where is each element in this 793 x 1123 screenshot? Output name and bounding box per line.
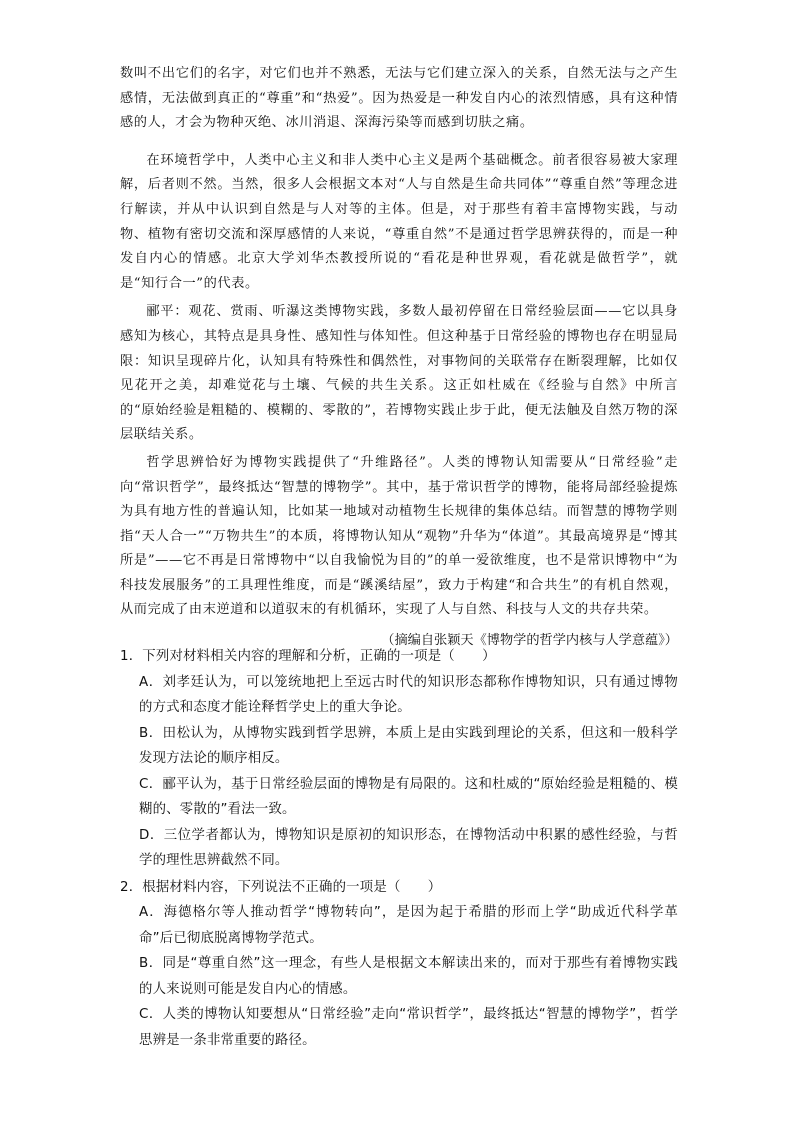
question-stem: 2．根据材料内容，下列说法不正确的一项是（ ） bbox=[120, 879, 442, 895]
option-a[interactable]: A．刘孝廷认为，可以笼统地把上至远古时代的知识形态都称作博物知识，只有通过博物的方式和态度才能诠释哲学史上的重大争论。 bbox=[139, 674, 678, 715]
passage-paragraph-environmental-philosophy: 在环境哲学中，人类中心主义和非人类中心主义是两个基础概念。前者很容易被大家理解，后者则不然。当然，很多人会根据文本对“人与自然是生命共同体”“尊重自然”等理念进行解读，并从中认识到自然是与人对等的主体。但是，对于那些有着丰富博物实践，与动物、植物有密切交流和深厚感情的人来说，“尊重自然”不是通过哲学思辨获得的，而是一种发自内心的情感。北京大学刘华杰教授所说的“看花是种世界观，看花就是做哲学”，就是“知行合一”的代表。 bbox=[120, 152, 678, 291]
option-b[interactable]: B．田松认为，从博物实践到哲学思辨，本质上是由实践到理论的关系，但这和一般科学发现方法论的顺序相反。 bbox=[139, 725, 678, 766]
question-2 bbox=[120, 875, 678, 1054]
question-stem: 1．下列对材料相关内容的理解和分析，正确的一项是（ ） bbox=[120, 649, 496, 664]
question-1 bbox=[120, 644, 678, 874]
question-section bbox=[120, 644, 678, 1053]
option-a[interactable]: A．海德格尔等人推动哲学“博物转向”，是因为起于希腊的形而上学“助成近代科学革命”后已彻底脱离博物学范式。 bbox=[139, 905, 678, 946]
option-c[interactable]: C．郦平认为，基于日常经验层面的博物是有局限的。这和杜威的“原始经验是粗糙的、模糊的、零散的”看法一致。 bbox=[139, 776, 678, 817]
option-c[interactable]: C．人类的博物认知要想从“日常经验”走向“常识哲学”，最终抵达“智慧的博物学”，哲学思辨是一条非常重要的路径。 bbox=[139, 1007, 678, 1048]
option-b[interactable]: B．同是“尊重自然”这一理念，有些人是根据文本解读出来的，而对于那些有着博物实践的人来说则可能是发自内心的情感。 bbox=[139, 956, 678, 997]
passage-body bbox=[120, 62, 678, 654]
passage-paragraph-li-ping: 郦平：观花、赏雨、听瀑这类博物实践，多数人最初停留在日常经验层面——它以具身感知为核心，其特点是具身性、感知性与体知性。但这种基于日常经验的博物也存在明显局限：知识呈现碎片化，认知具有特殊性和偶然性，对事物间的关联常存在断裂理解，比如仅见花开之美，却难觉花与土壤、气候的共生关系。这正如杜威在《经验与自然》中所言的“原始经验是粗糙的、模糊的、零散的”，若博物实践止步于此，便无法触及自然万物的深层联结关系。 bbox=[120, 304, 678, 443]
passage-paragraph-continuation: 数叫不出它们的名字，对它们也并不熟悉，无法与它们建立深入的关系，自然无法与之产生感情，无法做到真正的“尊重”和“热爱”。因为热爱是一种发自内心的浓烈情感，具有这种情感的人，才会为物种灭绝、冰川消退、深海污染等而感到切肤之痛。 bbox=[120, 66, 678, 131]
passage-paragraph-philosophical-thinking: 哲学思辨恰好为博物实践提供了“升维路径”。人类的博物认知需要从“日常经验”走向“常识哲学”，最终抵达“智慧的博物学”。其中，基于常识哲学的博物，能将局部经验提炼为具有地方性的普遍认知，比如某一地域对动植物生长规律的集体总结。而智慧的博物学则指“天人合一”“万物共生”的本质，将博物认知从“观物”升华为“体道”。其最高境界是“博其所是”——它不再是日常博物中“以自我愉悦为目的”的单一爱欲维度，也不是常识博物中“为科技发展服务”的工具理性维度，而是“蹊溪结屋”，致力于构建“和合共生”的有机自然观，从而完成了由末逆道和以道驭末的有机循环，实现了人与自然、科技与人文的共存共荣。 bbox=[120, 454, 678, 618]
option-d[interactable]: D．三位学者都认为，博物知识是原初的知识形态，在博物活动中积累的感性经验，与哲学的理性思辨截然不同。 bbox=[139, 827, 678, 868]
passage-source-citation: （摘编自张颖天《博物学的哲学内核与人学意蕴》） bbox=[381, 633, 678, 649]
